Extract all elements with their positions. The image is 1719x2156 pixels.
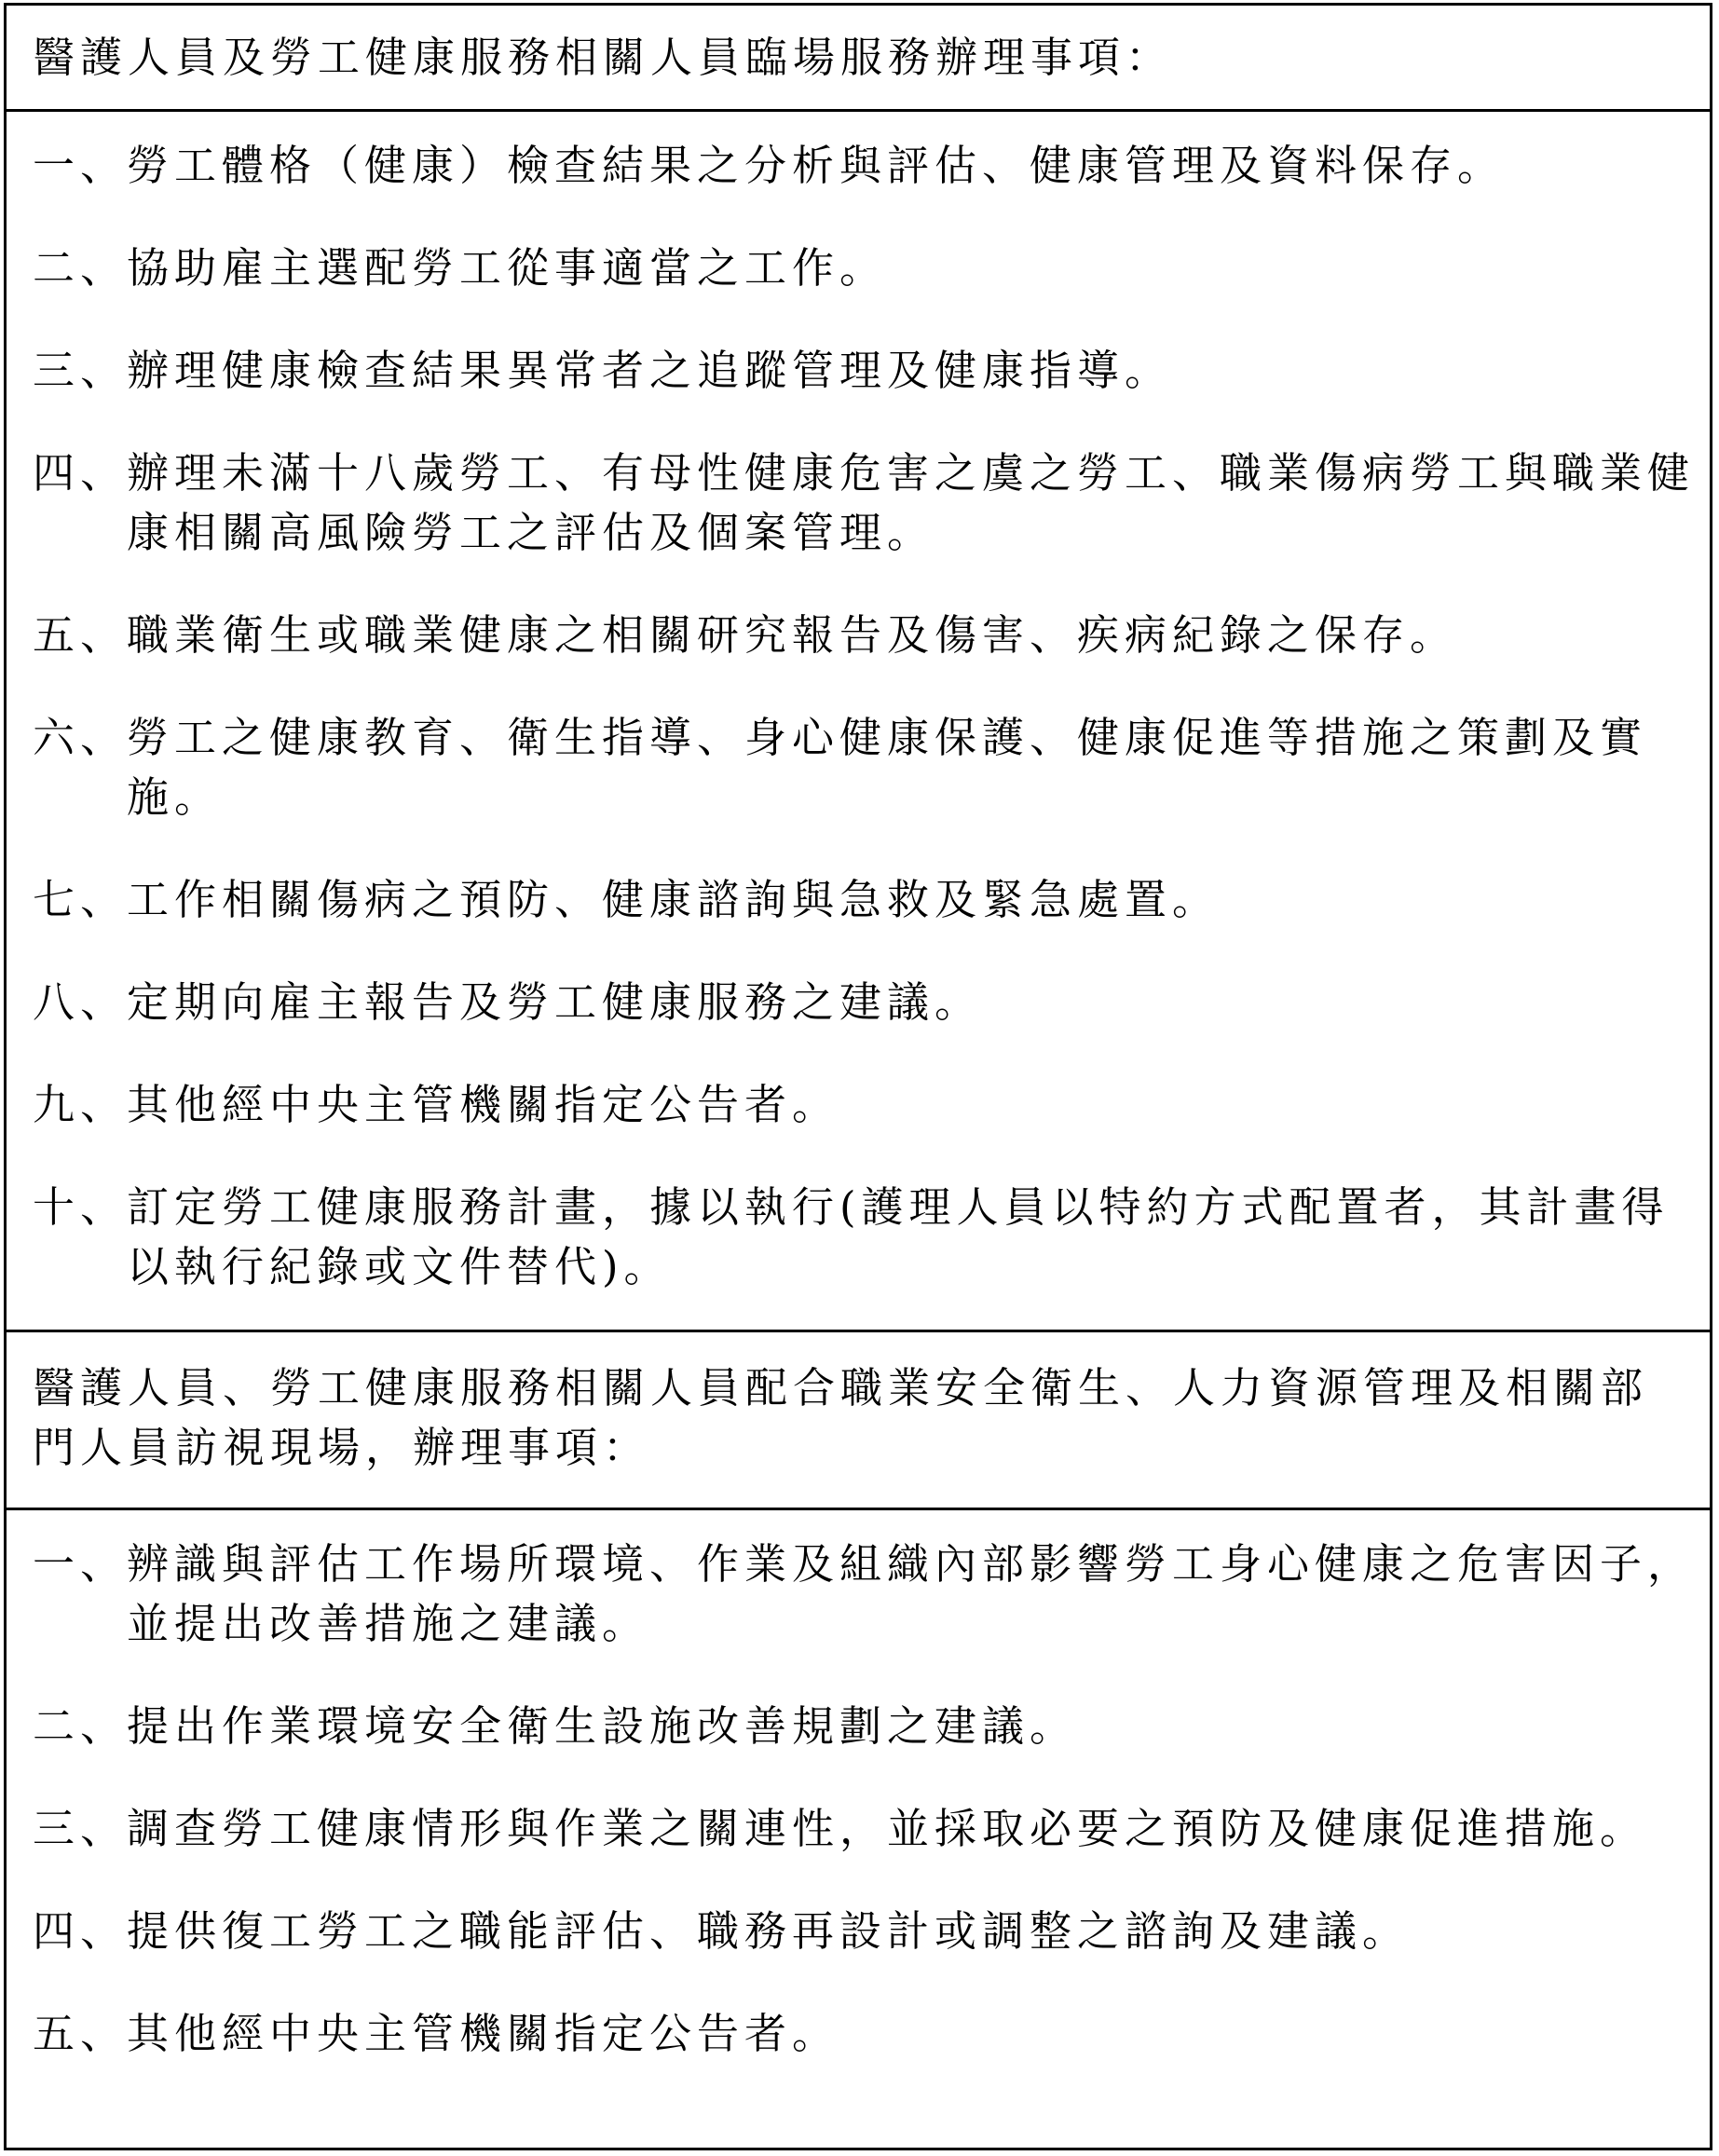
section-2-list: [7, 1510, 1710, 2148]
list-item: [33, 136, 1697, 196]
list-item: [33, 1178, 1697, 1297]
item-text: 其他經中央主管機關指定公告者。: [127, 2009, 840, 2058]
item-text: 其他經中央主管機關指定公告者。: [127, 1080, 840, 1129]
list-item: [33, 606, 1697, 665]
item-text: 辦理健康檢查結果異常者之追蹤管理及健康指導。: [127, 346, 1173, 395]
item-number: 三、: [33, 346, 129, 395]
item-number: 三、: [33, 1804, 129, 1853]
item-text: 職業衛生或職業健康之相關研究報告及傷害、疾病紀錄之保存。: [127, 610, 1458, 660]
item-number: 四、: [33, 448, 129, 498]
list-item: [33, 341, 1697, 401]
item-number: 四、: [33, 1906, 129, 1956]
item-number: 七、: [33, 875, 129, 924]
list-item: [33, 1799, 1697, 1859]
item-text: 提出作業環境安全衛生設施改善規劃之建議。: [127, 1701, 1078, 1751]
item-text: 提供復工勞工之職能評估、職務再設計或調整之諮詢及建議。: [127, 1906, 1411, 1956]
item-number: 五、: [33, 2009, 129, 2058]
item-number: 一、: [33, 1539, 129, 1589]
item-text: 勞工體格（健康）檢查結果之分析與評估、健康管理及資料保存。: [127, 141, 1506, 190]
item-number: 二、: [33, 1701, 129, 1751]
item-text: 協助雇主選配勞工從事適當之工作。: [127, 243, 888, 293]
item-text: 定期向雇主報告及勞工健康服務之建議。: [127, 977, 983, 1027]
list-item: [33, 973, 1697, 1032]
item-text: 訂定勞工健康服務計畫，據以執行(護理人員以特約方式配置者，其計畫得以執行紀錄或文件替代)。: [127, 1182, 1670, 1291]
list-item: [33, 2004, 1697, 2064]
document-table: [4, 3, 1712, 2150]
item-text: 辦理未滿十八歲勞工、有母性健康危害之虞之勞工、職業傷病勞工與職業健康相關高風險勞工之評估及個案管理。: [127, 448, 1696, 557]
item-number: 九、: [33, 1080, 129, 1129]
item-text: 工作相關傷病之預防、健康諮詢與急救及緊急處置。: [127, 875, 1221, 924]
item-number: 十、: [33, 1182, 129, 1232]
section-1-heading: 醫護人員及勞工健康服務相關人員臨場服務辦理事項：: [7, 6, 1710, 112]
item-number: 二、: [33, 243, 129, 293]
list-item: [33, 708, 1697, 827]
item-text: 辨識與評估工作場所環境、作業及組織內部影響勞工身心健康之危害因子，並提出改善措施之建議。: [127, 1539, 1696, 1648]
item-number: 一、: [33, 141, 129, 190]
section-2-heading: 醫護人員、勞工健康服務相關人員配合職業安全衛生、人力資源管理及相關部門人員訪視現場，辦理事項：: [7, 1332, 1710, 1510]
item-text: 調查勞工健康情形與作業之關連性，並採取必要之預防及健康促進措施。: [127, 1804, 1648, 1853]
item-text: 勞工之健康教育、衛生指導、身心健康保護、健康促進等措施之策劃及實施。: [127, 713, 1648, 822]
list-item: [33, 443, 1697, 563]
list-item: [33, 1697, 1697, 1756]
section-1-list: [7, 112, 1710, 1332]
item-number: 八、: [33, 977, 129, 1027]
list-item: [33, 1535, 1697, 1654]
item-number: 六、: [33, 713, 129, 762]
list-item: [33, 1902, 1697, 1961]
list-item: [33, 870, 1697, 930]
item-number: 五、: [33, 610, 129, 660]
list-item: [33, 239, 1697, 298]
list-item: [33, 1075, 1697, 1135]
